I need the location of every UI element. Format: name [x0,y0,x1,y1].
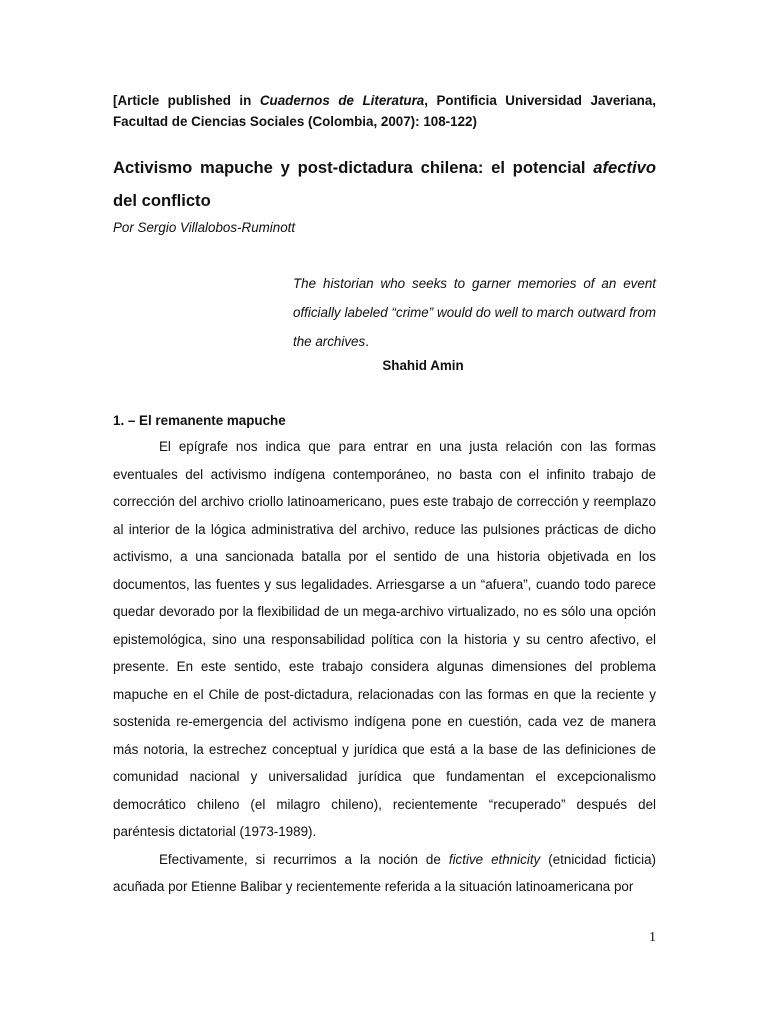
document-page [113,0,656,1024]
title-part-2: del conflicto [113,191,211,210]
note-rest: , Pontificia Universidad Javeriana, Facultad de Ciencias Sociales (Colombia, 2007): 108-122) [113,93,656,129]
paragraph-2-term: fictive ethnicity [448,851,541,867]
publication-note [113,90,656,132]
epigraph-attribution: Shahid Amin [382,358,464,373]
paragraph-1: El epígrafe nos indica que para entrar en una justa relación con las formas eventuales del activismo indígena contemporáneo, no basta con el infinito trabajo de corrección del archivo criollo latinoamericano, pues este trabajo de corrección y reemplazo al interior de la lógica administrativa del archivo, reduce las pulsiones prácticas de dicho activismo, a una sancionada batalla por el sentido de una historia objetivada en los documentos, las fuentes y sus legalidades. Arriesgarse a un “afuera”, cuando todo parece quedar devorado por la flexibilidad de un mega-archivo virtualizado, no es sólo una opción epistemológica, sino una responsabilidad política con la historia y su centro afectivo, el presente. En este sentido, este trabajo considera algunas dimensiones del problema mapuche en el Chile de post-dictadura, relacionadas con las formas en que la reciente y sostenida re-emergencia del activismo indígena pone en cuestión, cada vez de manera más notoria, la estrechez conceptual y jurídica que está a la base de las definiciones de comunidad nacional y universalidad jurídica que fundamentan el excepcionalismo democrático chileno (el milagro chileno), recientemente “recuperado” después del paréntesis dictatorial (1973-1989). [113,439,656,839]
section-heading: 1. – El remanente mapuche [113,413,286,428]
epigraph-quote [293,269,656,356]
article-title [113,151,656,217]
journal-name: Cuadernos de Literatura [259,93,425,108]
note-open: [Article published in [113,93,260,108]
author-byline: Por Sergio Villalobos-Ruminott [113,220,296,235]
title-emphasis: afectivo [593,158,656,177]
epigraph-end-mark: . [365,334,369,349]
paragraph-2 [113,846,656,901]
title-part-1: Activismo mapuche y post-dictadura chilena: el potencial [113,158,594,177]
paragraph-2-rest: (etnicidad ficticia) acuñada por Etienne Balibar y recientemente referida a la situación latinoamericana por [113,851,656,894]
body-text [113,433,656,901]
page-number: 1 [649,930,656,945]
epigraph-text: The historian who seeks to garner memories of an event officially labeled “crime” would do well to march outward from the archives [293,276,656,349]
paragraph-2-start: Efectivamente, si recurrimos a la noción de [159,851,449,867]
